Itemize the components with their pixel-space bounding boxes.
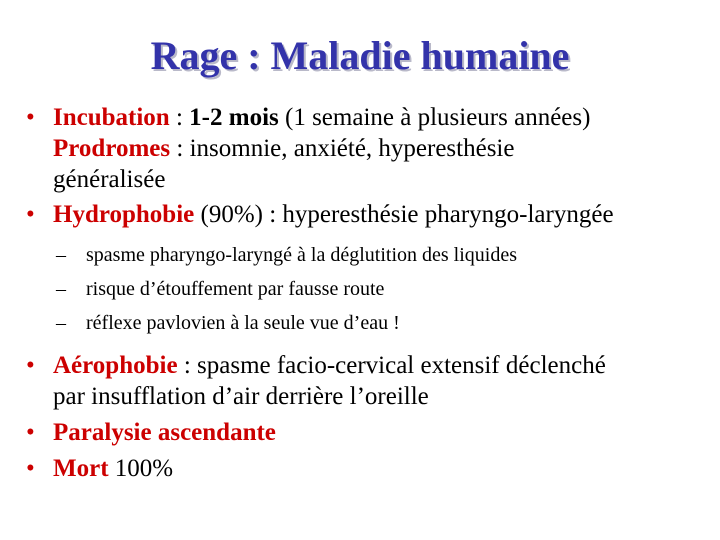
subitem-risque: [26, 272, 706, 306]
line-aerophobie-cont: par insufflation d’air derrière l’oreille: [53, 383, 429, 410]
bullet-paralysie: [26, 417, 706, 448]
term-hydrophobie: Hydrophobie: [53, 201, 195, 228]
incubation-range: (1 semaine à plusieurs années): [278, 104, 591, 131]
line-prodromes: [53, 133, 706, 164]
term-mort: Mort: [53, 455, 109, 482]
bullet-marker: •: [26, 352, 35, 379]
subitem-reflexe: [26, 306, 706, 340]
slide-body: [26, 102, 706, 484]
line-prodromes-cont: généralisée: [53, 166, 166, 193]
term-aerophobie: Aérophobie: [53, 352, 178, 379]
sublist: [26, 238, 706, 340]
line-incubation: [53, 102, 706, 133]
term-paralysie: Paralysie ascendante: [53, 419, 276, 446]
prodromes-text: : insomnie, anxiété, hyperesthésie: [170, 135, 515, 162]
subitem-spasme: [26, 238, 706, 272]
term-incubation: Incubation: [53, 104, 170, 131]
bullet-mort: [26, 453, 706, 484]
bullet-marker: •: [26, 201, 35, 228]
incubation-duration: 1-2 mois: [189, 104, 279, 131]
dash-marker: –: [56, 244, 66, 266]
subitem-text: spasme pharyngo-laryngé à la déglutition des liquides: [86, 244, 518, 266]
bullet-aerophobie: [26, 350, 706, 412]
bullet-marker: •: [26, 455, 35, 482]
line-aerophobie: [53, 350, 706, 381]
mort-text: 100%: [108, 455, 174, 482]
dash-marker: –: [56, 312, 66, 334]
term-prodromes: Prodromes: [53, 135, 171, 162]
hydrophobie-text: (90%) : hyperesthésie pharyngo-laryngée: [194, 201, 614, 228]
subitem-text: risque d’étouffement par fausse route: [86, 278, 385, 300]
dash-marker: –: [56, 278, 66, 300]
aerophobie-text: : spasme facio-cervical extensif déclenché: [177, 352, 606, 379]
subitem-text: réflexe pavlovien à la seule vue d’eau !: [86, 312, 400, 334]
bullet-marker: •: [26, 104, 35, 131]
bullet-incubation: [26, 102, 706, 195]
separator: :: [169, 104, 190, 131]
slide-title: Rage : Maladie humaine: [150, 33, 570, 78]
bullet-marker: •: [26, 419, 35, 446]
bullet-hydrophobie: [26, 199, 706, 230]
